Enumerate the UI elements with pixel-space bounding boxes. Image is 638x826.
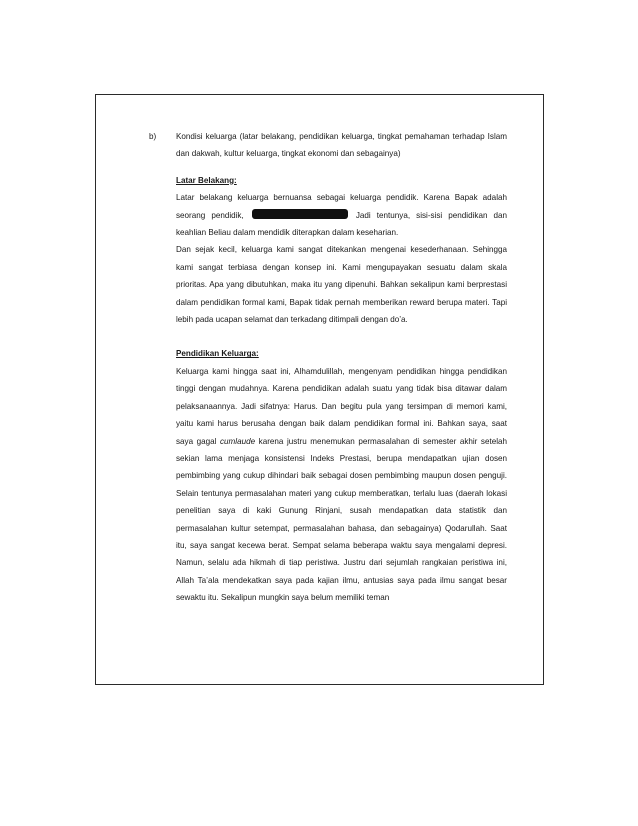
text-after-redaction: Jadi tentunya, sisi-sisi pendidikan dan keahlian Beliau dalam mendidik diterapkan dalam keseharian.	[176, 210, 508, 238]
paragraph-latar-belakang-1	[176, 189, 507, 241]
paragraph-pendidikan-keluarga	[176, 363, 507, 607]
heading-pendidikan-keluarga: Pendidikan Keluarga:	[176, 349, 259, 359]
paragraph-latar-belakang-2: Dan sejak kecil, keluarga kami sangat ditekankan mengenai kesederhanaan. Sehingga kami sangat terbiasa dengan konsep ini. Kami mengupayakan sesuatu dalam skala prioritas. Apa yang dibutuhkan, maka itu yang dipenuhi. Bahkan sekalipun kami berprestasi dalam pendidikan formal kami, Bapak tidak pernah memberikan reward berupa materi. Tapi lebih pada ucapan selamat dan terkadang ditimpali dengan do’a.	[176, 245, 507, 325]
section-b-title: Kondisi keluarga (latar belakang, pendidikan keluarga, tingkat pemahaman terhadap Islam dan dakwah, kultur keluarga, tingkat ekonomi dan sebagainya)	[176, 132, 507, 159]
text-before-redaction: Latar belakang keluarga bernuansa sebagai keluarga pendidik. Karena Bapak adalah seorang pendidik,	[176, 193, 507, 220]
heading-latar-belakang: Latar Belakang:	[176, 175, 237, 185]
italic-term: cumlaude	[220, 436, 256, 446]
text-part-b: karena justru menemukan permasalahan di semester akhir setelah sekian lama menjaga konsistensi Indeks Prestasi, berupa mendapatkan ujian dosen pembimbing yang cukup dihindari baik sebagai dosen pembimbing maupun dosen penguji. Selain tentunya permasalahan materi yang cukup memberatkan, terlalu luas (daerah lokasi penelitian saya di kaki Gunung Rinjani, susah mendapatkan data statistik dan permasalahan kultur setempat, permasalahan bahasa, dan sebagainya) Qodarullah. Saat itu, saya sangat kecewa berat. Sempat selama beberapa waktu saya mengalami depresi. Namun, selalu ada hikmah di tiap peristiwa. Justru dari sejumlah rangkaian peristiwa ini, Allah Ta’ala mendekatkan saya pada kajian ilmu, antusias saya pada ilmu sangat besar sewaktu itu. Sekalipun mungkin saya belum memiliki teman	[176, 436, 508, 603]
text-part-a: Keluarga kami hingga saat ini, Alhamdulillah, mengenyam pendidikan hingga pendidikan tinggi dengan mudahnya. Karena pendidikan adalah suatu yang tidak bisa ditawar dalam pelaksanaannya. Jadi sifatnya: Harus. Dan begitu pula yang tersimpan di memori kami, yaitu kami harus berusaha dengan baik dalam pendidikan formal ini. Bahkan saya, saat saya gagal	[176, 366, 507, 446]
redaction-bar	[252, 209, 348, 219]
list-marker: b)	[149, 132, 157, 141]
section-b-item	[149, 128, 507, 163]
document-body	[149, 128, 507, 607]
